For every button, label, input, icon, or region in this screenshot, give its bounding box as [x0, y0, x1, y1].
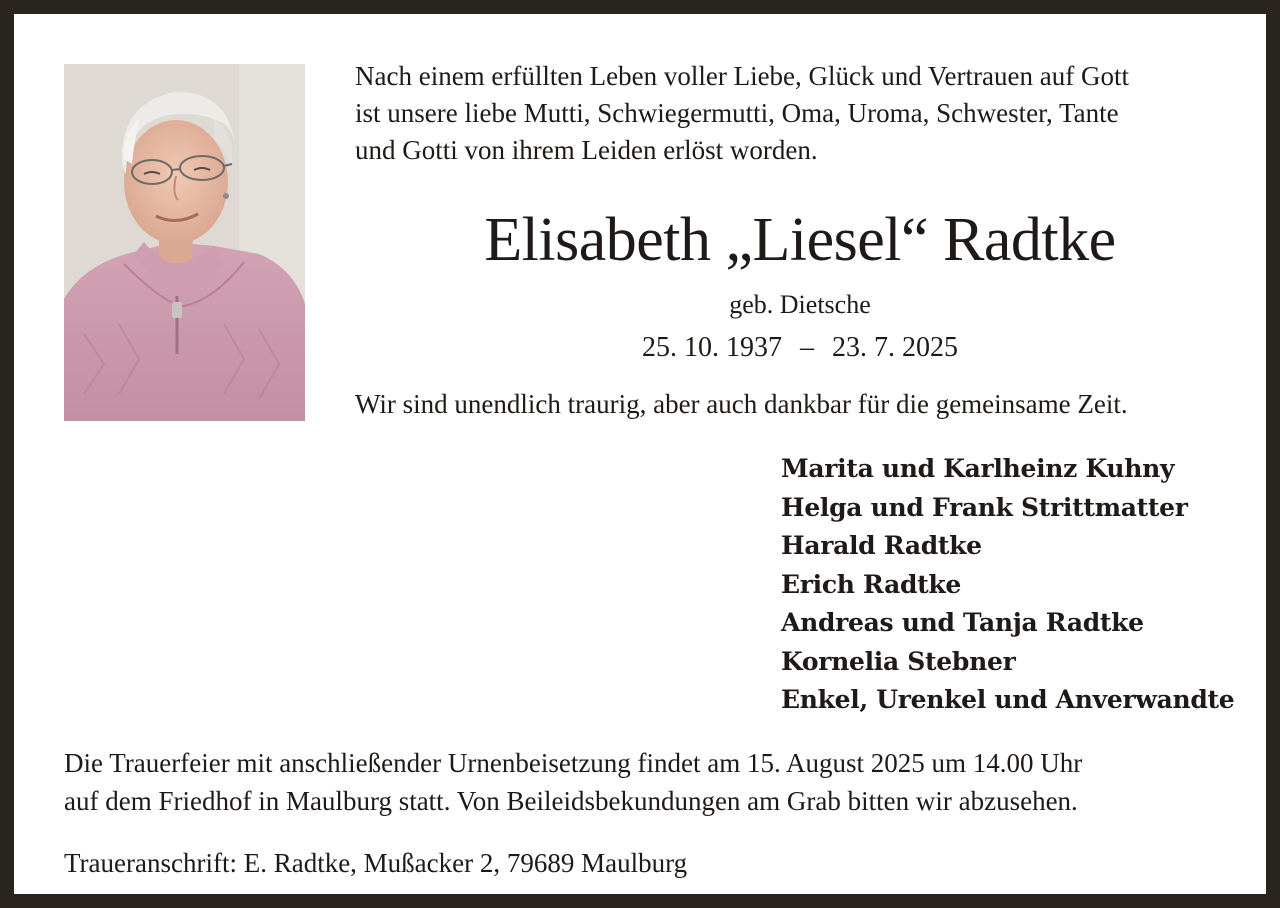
intro-text	[355, 58, 1245, 169]
death-date: 23. 7. 2025	[832, 332, 958, 363]
intro-line: ist unsere liebe Mutti, Schwiegermutti, Oma, Uroma, Schwester, Tante	[355, 98, 1119, 128]
mourner-entry: Helga und Frank Strittmatter	[781, 492, 1188, 522]
ceremony-line: auf dem Friedhof in Maulburg statt. Von Beileidsbekundungen am Grab bitten wir abzusehen.	[64, 786, 1078, 816]
mourner-entry: Andreas und Tanja Radtke	[781, 608, 1144, 637]
mourners-list	[781, 450, 1261, 720]
ceremony-line: Die Trauerfeier mit anschließender Urnenbeisetzung findet am 15. August 2025 um 14.00 Uhr	[64, 748, 1083, 778]
maiden-name: geb. Dietsche	[729, 290, 871, 319]
date-separator: –	[800, 332, 814, 363]
mourner-entry: Harald Radtke	[781, 531, 982, 560]
mourner-entry: Kornelia Stebner	[781, 646, 1016, 676]
sorrow-text: Wir sind unendlich traurig, aber auch dankbar für die gemeinsame Zeit.	[355, 389, 1128, 419]
deceased-name: Elisabeth „Liesel“ Radtke	[484, 206, 1116, 274]
intro-line: und Gotti von ihrem Leiden erlöst worden.	[355, 135, 818, 165]
portrait-photo	[64, 64, 305, 421]
birth-date: 25. 10. 1937	[642, 332, 782, 363]
mourner-entry: Marita und Karlheinz Kuhny	[781, 454, 1175, 483]
portrait-illustration	[64, 64, 305, 421]
mourner-entry: Enkel, Urenkel und Anverwandte	[781, 685, 1235, 714]
mourning-address: Traueranschrift: E. Radtke, Mußacker 2, 79689 Maulburg	[64, 848, 688, 878]
intro-line: Nach einem erfüllten Leben voller Liebe, Glück und Vertrauen auf Gott	[355, 61, 1129, 91]
life-dates	[355, 331, 1245, 365]
ceremony-info	[64, 744, 1245, 820]
mourner-entry: Erich Radtke	[781, 569, 962, 599]
